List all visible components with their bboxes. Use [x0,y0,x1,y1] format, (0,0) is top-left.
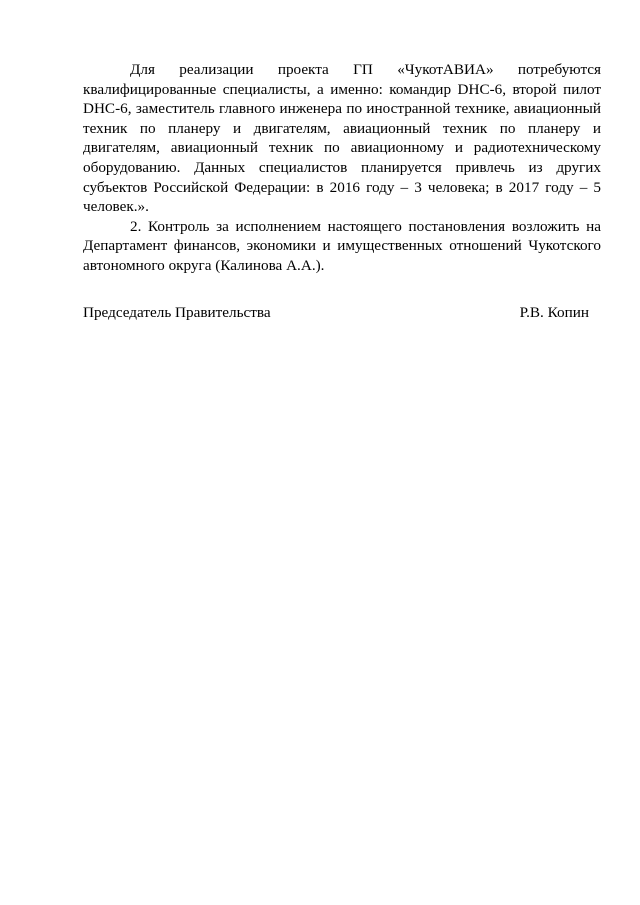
paragraph-project-staff: Для реализации проекта ГП «ЧукотАВИА» потребуются квалифицированные специалисты, а именно: командир DHC-6, второй пилот DHC-6, заместитель главного инженера по иностранной технике, авиационный техник по планеру и двигателям, авиационный техник по планеру и двигателям, авиационный техник по авиационному и радиотехническому оборудованию. Данных специалистов планируется привлечь из других субъектов Российской Федерации: в 2016 году – 3 человека; в 2017 году – 5 человек.». [83,61,601,216]
signatory-name: Р.В. Копин [519,304,589,321]
paragraph-control-clause: 2. Контроль за исполнением настоящего постановления возложить на Департамент финансов, экономики и имущественных отношений Чукотского автономного округа (Калинова А.А.). [83,217,601,274]
signatory-position: Председатель Правительства [83,304,271,321]
signature-block [83,303,589,323]
document-body [83,60,601,276]
